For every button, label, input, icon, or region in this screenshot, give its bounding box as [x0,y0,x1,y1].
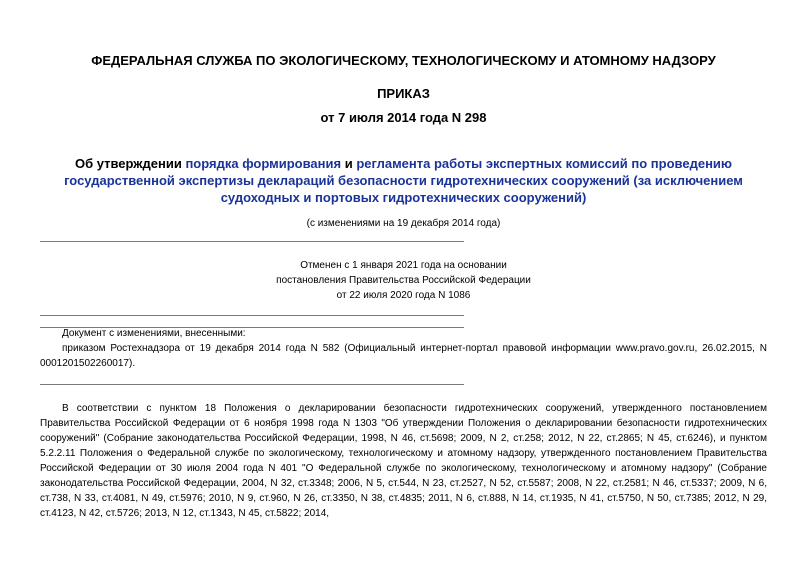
document-type: ПРИКАЗ [377,86,430,101]
document-title [40,155,767,206]
title-link-procedure[interactable]: порядка формирования [185,156,342,171]
title-text-part: Об утверждении [74,156,186,171]
changes-intro: Документ с изменениями, внесенными: [62,328,246,339]
title-text-part: и [341,156,357,171]
cancellation-note [0,258,807,303]
body-paragraph: В соответствии с пунктом 18 Положения о декларировании безопасности гидротехнических сооружений, утвержденного постановлением Правительства Российской Федерации от 6 ноября 1998 года N 1303 "Об утверждении Положения о декларировании безопасности гидротехнических сооружений" (Собрание законодательства Российской Федерации, 1998, N 46, ст.5698; 2009, N 2, ст.258; 2012, N 22, ст.2865; N 45, ст.6246), и пунктом 5.2.2.11 Положения о Федеральной службе по экологическому, технологическому и атомному надзору, утвержденного постановлением Правительства Российской Федерации от 30 июля 2004 года N 401 "О Федеральной службе по экологическому, технологическому и атомному надзору" (Собрание законодательства Российской Федерации, 2004, N 32, ст.3348; 2006, N 5, ст.544, N 23, ст.2527, N 52, ст.5587; 2008, N 22, ст.2581; N 46, ст.5337; 2009, N 6, ст.738, N 33, ст.4081, N 49, ст.5976; 2010, N 9, ст.960, N 26, ст.3350, N 38, ст.4835; 2011, N 6, ст.888, N 14, ст.1935, N 41, ст.5750, N 50, ст.7385; 2012, N 29, ст.4123, N 42, ст.5726; 2013, N 12, ст.1343, N 45, ст.5822; 2014, [40,403,767,519]
divider [40,384,464,385]
cancellation-line: постановления Правительства Российской Федерации [276,275,531,286]
title-link-regulation[interactable]: регламента работы экспертных комиссий по проведению государственной экспертизы деклараций безопасности гидротехнических сооружений (за исключением судоходных и портовых гидротехнических сооружений) [64,156,743,205]
cancellation-line: от 22 июля 2020 года N 1086 [336,290,471,301]
divider [40,315,464,316]
document-date-number: от 7 июля 2014 года N 298 [320,110,487,125]
changes-block [40,326,767,371]
amendment-note: (с изменениями на 19 декабря 2014 года) [306,218,501,229]
cancellation-line: Отменен с 1 января 2021 года на основании [300,260,507,271]
agency-name: ФЕДЕРАЛЬНАЯ СЛУЖБА ПО ЭКОЛОГИЧЕСКОМУ, ТЕХНОЛОГИЧЕСКОМУ И АТОМНОМУ НАДЗОРУ [91,53,716,68]
divider [40,241,464,242]
changes-item: приказом Ростехнадзора от 19 декабря 2014 года N 582 (Официальный интернет-портал правовой информации www.pravo.gov.ru, 26.02.2015, N 0001201502260017). [40,343,767,369]
